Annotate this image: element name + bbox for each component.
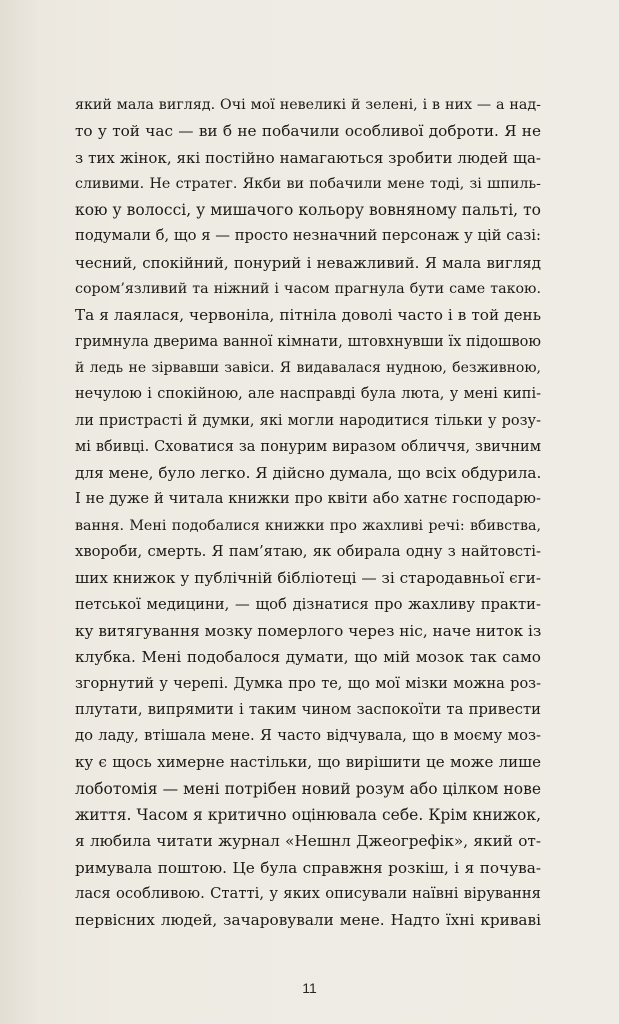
text-line: я любила читати журнал «Нешнл Джеогрефік», який от-	[75, 832, 541, 851]
text-line: первісних людей, зачаровували мене. Надто їхні криваві	[75, 911, 541, 930]
text-line: римувала поштою. Це була справжня розкіш, і я почува-	[75, 858, 541, 877]
text-line: вання. Мені подобалися книжки про жахливі речі: вбивства,	[75, 517, 541, 534]
text-line: згорнутий у черепі. Думка про те, що мої мізки можна роз-	[75, 675, 541, 692]
text-line: ли пристрасті й думки, які могли народитися тільки у розу-	[75, 412, 541, 429]
text-line: кою у волоссі, у мишачого кольору вовняному пальті, то	[75, 201, 541, 220]
text-line: лася особливою. Статті, у яких описували наївні вірування	[75, 884, 541, 902]
text-line: сливими. Не стратег. Якби ви побачили мене тоді, зі шпиль-	[75, 175, 541, 192]
text-line: мі вбивці. Сховатися за понурим виразом обличчя, звичним	[75, 438, 541, 455]
text-line: лоботомія — мені потрібен новий розум або цілком нове	[75, 779, 541, 798]
page-number: 11	[302, 980, 317, 996]
text-line: петської медицини, — щоб дізнатися про жахливу практи-	[75, 595, 541, 613]
text-line: чесний, спокійний, понурий і неважливий. Я мала вигляд	[75, 253, 541, 272]
text-line: ку є щось химерне настільки, що вирішити це може лише	[75, 753, 541, 772]
text-line: клубка. Мені подобалося думати, що мій мозок так само	[75, 648, 541, 667]
text-line: сором’язливий та ніжний і часом прагнула бути саме такою.	[75, 281, 541, 298]
text-line: з тих жінок, які постійно намагаються зробити людей ща-	[75, 148, 541, 167]
text-line: подумали б, що я — просто незначний персонаж у цій сазі:	[75, 227, 541, 245]
text-line: ших книжок у публічній бібліотеці — зі стародавньої єги-	[75, 569, 541, 588]
text-line: нечулою і спокійною, але насправді була люта, у мені кипі-	[75, 386, 541, 403]
text-line: хвороби, смерть. Я пам’ятаю, як обирала одну з найтовсті-	[75, 543, 541, 561]
text-line: до ладу, втішала мене. Я часто відчувала, що в моєму моз-	[75, 727, 541, 745]
text-line: для мене, було легко. Я дійсно думала, що всіх обдурила.	[75, 464, 542, 483]
text-line: який мала вигляд. Очі мої невеликі й зелені, і в них — а над-	[75, 97, 541, 113]
body-text	[75, 92, 541, 934]
text-line: життя. Часом я критично оцінювала себе. Крім книжок,	[75, 806, 541, 825]
text-line: гримнула дверима ванної кімнати, штовхнувши їх підошвою	[75, 333, 541, 350]
text-line: й ледь не зірвавши завіси. Я видавалася нудною, безживною,	[75, 359, 541, 376]
text-line: плутати, випрямити і таким чином заспокоїти та привести	[75, 700, 541, 718]
text-line: І не дуже й читала книжки про квіти або хатнє господарю-	[75, 490, 541, 508]
text-line: Та я лаялася, червоніла, пітніла доволі часто і в той день	[75, 306, 541, 325]
text-line: ку витягування мозку померлого через ніс, наче ниток із	[75, 621, 542, 640]
text-line: то у той час — ви б не побачили особливої доброти. Я не	[75, 122, 541, 141]
